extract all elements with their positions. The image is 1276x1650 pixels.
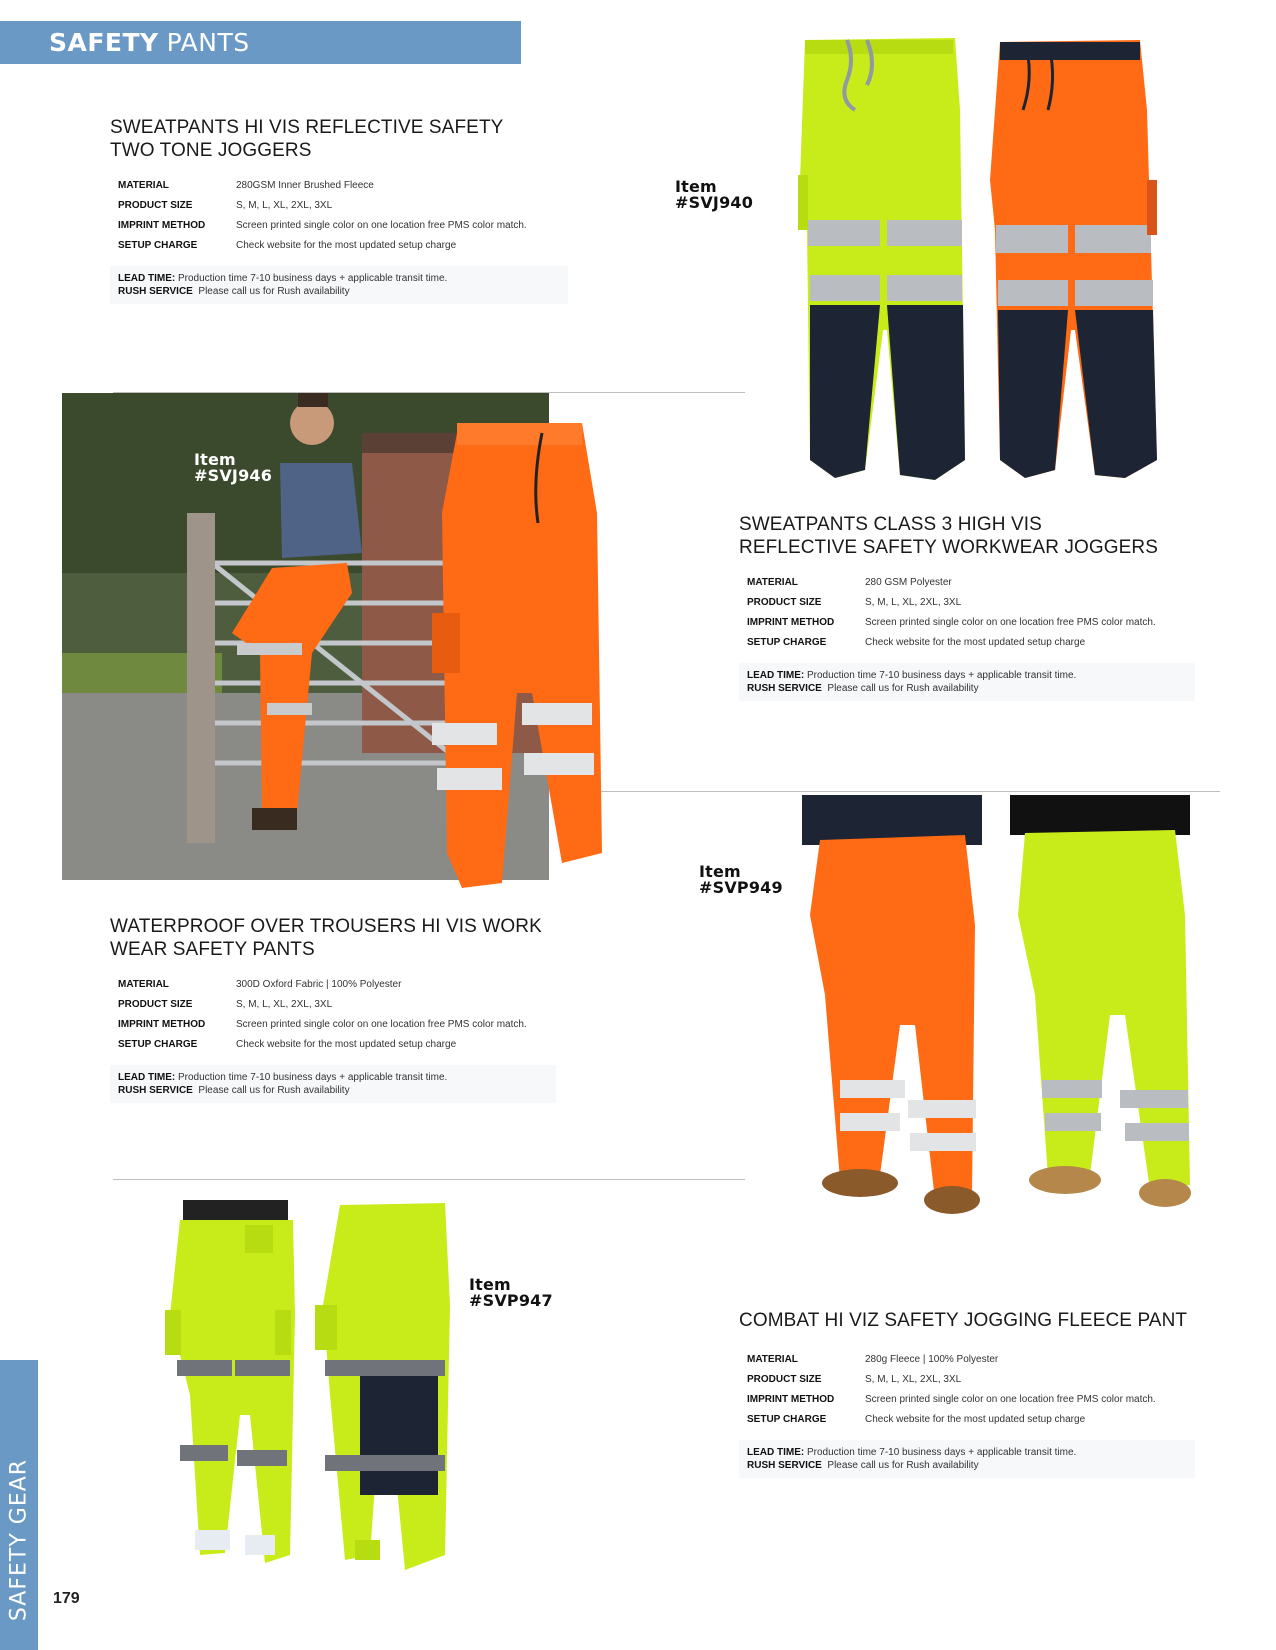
- item-number: #SVJ946: [194, 466, 273, 485]
- section-header: [0, 21, 521, 64]
- spec-value: S, M, L, XL, 2XL, 3XL: [236, 200, 333, 211]
- product-title: WATERPROOF OVER TROUSERS HI VIS WORK WEAR SAFETY PANTS: [110, 916, 542, 960]
- item-number-tag: [194, 452, 272, 484]
- section-title-bold: SAFETY: [49, 28, 159, 57]
- lead-time-box: [110, 1065, 556, 1103]
- lead-time-text: Production time 7-10 business days + applicable transit time.: [807, 670, 1077, 681]
- spec-row: [118, 218, 527, 238]
- product-image-svp947: [165, 1195, 465, 1585]
- item-label: Item: [194, 450, 236, 469]
- product-title: SWEATPANTS CLASS 3 HIGH VIS REFLECTIVE SAFETY WORKWEAR JOGGERS: [739, 514, 1158, 558]
- spec-value: Check website for the most updated setup charge: [865, 637, 1086, 648]
- spec-key: PRODUCT SIZE: [747, 1374, 822, 1385]
- spec-key: IMPRINT METHOD: [118, 1019, 206, 1030]
- rush-service-label: RUSH SERVICE: [747, 1460, 822, 1471]
- product-card: [110, 116, 568, 304]
- spec-row: [118, 1017, 527, 1037]
- rush-service-label: RUSH SERVICE: [118, 286, 193, 297]
- spec-value: 280g Fleece | 100% Polyester: [865, 1354, 999, 1365]
- spec-table: [118, 977, 527, 1057]
- spec-value: Screen printed single color on one location free PMS color match.: [865, 1394, 1156, 1405]
- spec-row: [747, 1412, 1156, 1432]
- spec-key: MATERIAL: [747, 577, 798, 588]
- spec-value: Screen printed single color on one location free PMS color match.: [865, 617, 1156, 628]
- spec-row: [118, 178, 527, 198]
- rush-service-label: RUSH SERVICE: [118, 1085, 193, 1096]
- product-title: SWEATPANTS HI VIS REFLECTIVE SAFETY TWO TONE JOGGERS: [110, 117, 504, 161]
- spec-key: IMPRINT METHOD: [118, 220, 206, 231]
- lead-time-box: [739, 1440, 1195, 1478]
- item-number: #SVP947: [469, 1291, 553, 1310]
- section-title-light: PANTS: [166, 28, 250, 57]
- spec-table: [747, 1352, 1156, 1432]
- spec-key: MATERIAL: [747, 1354, 798, 1365]
- rush-service-label: RUSH SERVICE: [747, 683, 822, 694]
- lead-time-text: Production time 7-10 business days + applicable transit time.: [178, 273, 448, 284]
- lead-time-text: Production time 7-10 business days + applicable transit time.: [178, 1072, 448, 1083]
- spec-row: [747, 1392, 1156, 1412]
- lead-time-box: [110, 266, 568, 304]
- item-label: Item: [675, 177, 717, 196]
- spec-key: PRODUCT SIZE: [747, 597, 822, 608]
- spec-key: PRODUCT SIZE: [118, 200, 193, 211]
- lead-time-label: LEAD TIME:: [747, 670, 805, 681]
- spec-value: S, M, L, XL, 2XL, 3XL: [865, 597, 962, 608]
- spec-value: S, M, L, XL, 2XL, 3XL: [865, 1374, 962, 1385]
- spec-value: Check website for the most updated setup charge: [236, 1039, 457, 1050]
- item-number: #SVP949: [699, 878, 783, 897]
- spec-key: MATERIAL: [118, 979, 169, 990]
- lead-time-label: LEAD TIME:: [118, 1072, 176, 1083]
- spec-row: [747, 575, 1156, 595]
- spec-row: [747, 615, 1156, 635]
- sidebar-label: SAFETY GEAR: [6, 1458, 32, 1622]
- spec-row: [747, 1372, 1156, 1392]
- spec-row: [747, 1352, 1156, 1372]
- product-image-svp949: [780, 795, 1205, 1220]
- spec-table: [118, 178, 527, 258]
- spec-row: [118, 997, 527, 1017]
- lead-time-text: Production time 7-10 business days + applicable transit time.: [807, 1447, 1077, 1458]
- spec-key: SETUP CHARGE: [747, 1414, 827, 1425]
- spec-key: MATERIAL: [118, 180, 169, 191]
- item-number: #SVJ940: [675, 193, 754, 212]
- spec-key: SETUP CHARGE: [118, 1039, 198, 1050]
- spec-value: S, M, L, XL, 2XL, 3XL: [236, 999, 333, 1010]
- spec-value: 300D Oxford Fabric | 100% Polyester: [236, 979, 402, 990]
- spec-key: SETUP CHARGE: [118, 240, 198, 251]
- item-label: Item: [699, 862, 741, 881]
- spec-value: 280 GSM Polyester: [865, 577, 952, 588]
- product-card: [739, 513, 1195, 701]
- divider: [113, 1179, 745, 1180]
- spec-table: [747, 575, 1156, 655]
- product-image-svj940: [795, 30, 1195, 490]
- product-image-svj946: [62, 393, 632, 898]
- item-number-tag: [675, 179, 753, 211]
- page-number: 179: [53, 1590, 80, 1607]
- lead-time-label: LEAD TIME:: [747, 1447, 805, 1458]
- rush-service-text: Please call us for Rush availability: [198, 286, 350, 297]
- item-label: Item: [469, 1275, 511, 1294]
- spec-row: [118, 977, 527, 997]
- spec-value: Screen printed single color on one location free PMS color match.: [236, 220, 527, 231]
- spec-row: [747, 595, 1156, 615]
- lead-time-label: LEAD TIME:: [118, 273, 176, 284]
- lead-time-box: [739, 663, 1195, 701]
- spec-value: Check website for the most updated setup charge: [865, 1414, 1086, 1425]
- spec-key: IMPRINT METHOD: [747, 1394, 835, 1405]
- spec-value: Screen printed single color on one location free PMS color match.: [236, 1019, 527, 1030]
- rush-service-text: Please call us for Rush availability: [827, 1460, 979, 1471]
- spec-key: IMPRINT METHOD: [747, 617, 835, 628]
- spec-row: [118, 198, 527, 218]
- spec-row: [118, 1037, 527, 1057]
- item-number-tag: [469, 1277, 553, 1309]
- product-card: [110, 915, 568, 1103]
- spec-row: [118, 238, 527, 258]
- spec-row: [747, 635, 1156, 655]
- rush-service-text: Please call us for Rush availability: [827, 683, 979, 694]
- rush-service-text: Please call us for Rush availability: [198, 1085, 350, 1096]
- item-number-tag: [699, 864, 783, 896]
- product-card: [739, 1309, 1195, 1478]
- spec-key: PRODUCT SIZE: [118, 999, 193, 1010]
- spec-key: SETUP CHARGE: [747, 637, 827, 648]
- spec-value: Check website for the most updated setup charge: [236, 240, 457, 251]
- spec-value: 280GSM Inner Brushed Fleece: [236, 180, 374, 191]
- product-title: COMBAT HI VIZ SAFETY JOGGING FLEECE PANT: [739, 1310, 1188, 1331]
- divider: [550, 791, 1220, 792]
